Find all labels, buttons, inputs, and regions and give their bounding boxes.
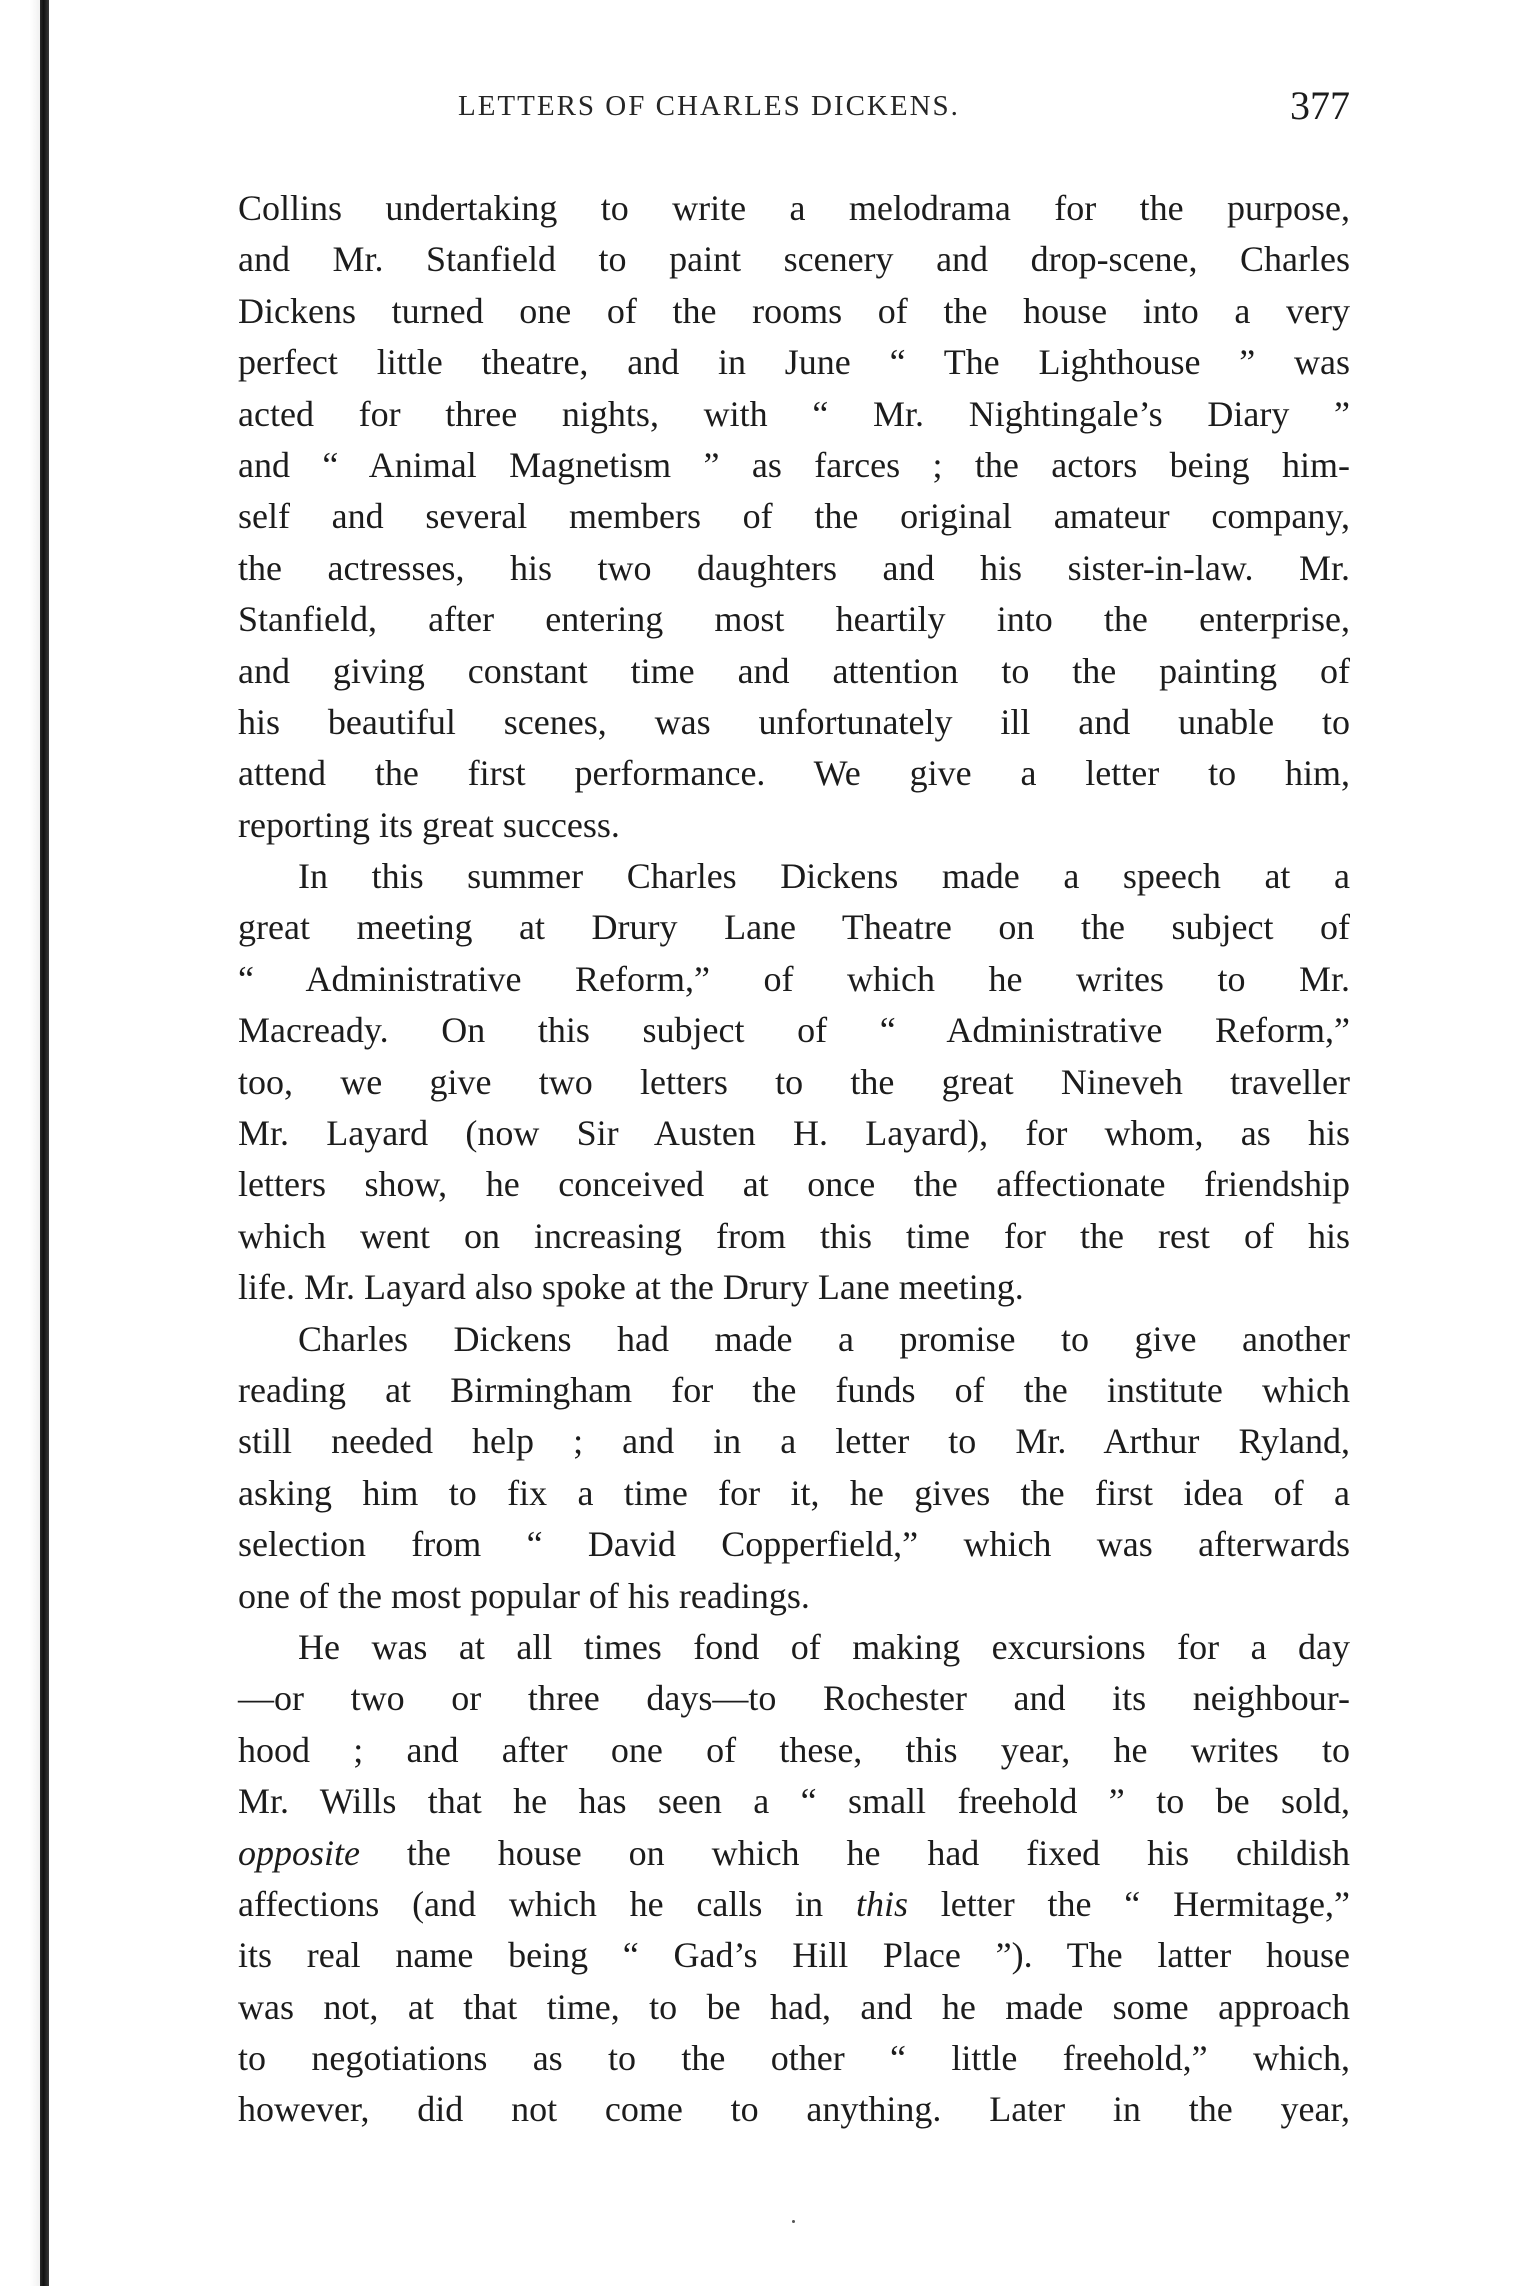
text-line: one of the most popular of his readings. — [238, 1575, 810, 1616]
text-fragment: letter the “ Hermitage,” — [907, 1883, 1350, 1924]
text-line-with-italic — [238, 1879, 1350, 1930]
text-line: was not, at that time, to be had, and he made some approach — [238, 1986, 1350, 2027]
text-line: its real name being “ Gad’s Hill Place ”). The latter house — [238, 1935, 1350, 1976]
text-line: Mr. Layard (now Sir Austen H. Layard), for whom, as his — [238, 1113, 1350, 1154]
text-fragment: the house on which he had fixed his childish — [360, 1832, 1350, 1873]
text-line: Collins undertaking to write a melodrama for the purpose, — [238, 188, 1350, 228]
text-line: Mr. Wills that he has seen a “ small freehold ” to be sold, — [238, 1781, 1350, 1822]
text-line-with-italic — [238, 1828, 1350, 1879]
text-line: Dickens turned one of the rooms of the house into a very — [238, 290, 1350, 331]
text-line: asking him to fix a time for it, he gives the first idea of a — [238, 1472, 1350, 1513]
text-line: to negotiations as to the other “ little freehold,” which, — [238, 2038, 1350, 2079]
text-line: Stanfield, after entering most heartily into the enterprise, — [238, 599, 1350, 640]
italic-word: this — [855, 1883, 908, 1924]
text-line: too, we give two letters to the great Nineveh traveller — [238, 1061, 1350, 1102]
text-line: and giving constant time and attention to the painting of — [238, 650, 1350, 691]
page-number: 377 — [1290, 83, 1350, 128]
text-line: however, did not come to anything. Later in the year, — [238, 2089, 1350, 2130]
paragraph-start-line: In this summer Charles Dickens made a speech at a — [298, 856, 1350, 897]
text-line: hood ; and after one of these, this year, he writes to — [238, 1729, 1350, 1770]
text-line: and Mr. Stanfield to paint scenery and drop-scene, Charles — [238, 239, 1350, 280]
text-line: and “ Animal Magnetism ” as farces ; the actors being him- — [238, 444, 1350, 485]
text-line: self and several members of the original amateur company, — [238, 496, 1350, 537]
text-line: acted for three nights, with “ Mr. Nightingale’s Diary ” — [238, 393, 1350, 434]
text-line: life. Mr. Layard also spoke at the Drury Lane meeting. — [238, 1267, 1024, 1308]
text-line: still needed help ; and in a letter to Mr. Arthur Ryland, — [238, 1421, 1350, 1462]
paragraph-start-line: Charles Dickens had made a promise to give another — [298, 1318, 1350, 1359]
text-fragment: affections (and which he calls in — [238, 1883, 856, 1924]
running-title: LETTERS OF CHARLES DICKENS. — [458, 90, 960, 122]
page-header — [238, 84, 1350, 144]
text-line: letters show, he conceived at once the affectionate friendship — [238, 1164, 1350, 1205]
text-line: which went on increasing from this time for the rest of his — [238, 1215, 1350, 1256]
text-line: reporting its great success. — [238, 804, 620, 845]
text-line: the actresses, his two daughters and his sister-in-law. Mr. — [238, 547, 1350, 588]
text-line: “ Administrative Reform,” of which he writes to Mr. — [238, 958, 1350, 999]
text-line: —or two or three days—to Rochester and its neighbour- — [238, 1678, 1350, 1719]
text-line: attend the first performance. We give a letter to him, — [238, 753, 1350, 794]
text-line: selection from “ David Copperfield,” which was afterwards — [238, 1524, 1350, 1565]
body-text — [238, 183, 1350, 2136]
text-line: his beautiful scenes, was unfortunately ill and unable to — [238, 701, 1350, 742]
page-binding-edge — [40, 0, 49, 2286]
italic-word: opposite — [238, 1832, 360, 1873]
paragraph-start-line: He was at all times fond of making excursions for a day — [298, 1626, 1350, 1667]
text-line: great meeting at Drury Lane Theatre on the subject of — [238, 907, 1350, 948]
text-line: Macready. On this subject of “ Administrative Reform,” — [238, 1010, 1350, 1051]
paper-speck — [792, 2220, 795, 2223]
text-line: reading at Birmingham for the funds of the institute which — [238, 1369, 1350, 1410]
text-line: perfect little theatre, and in June “ The Lighthouse ” was — [238, 342, 1350, 383]
